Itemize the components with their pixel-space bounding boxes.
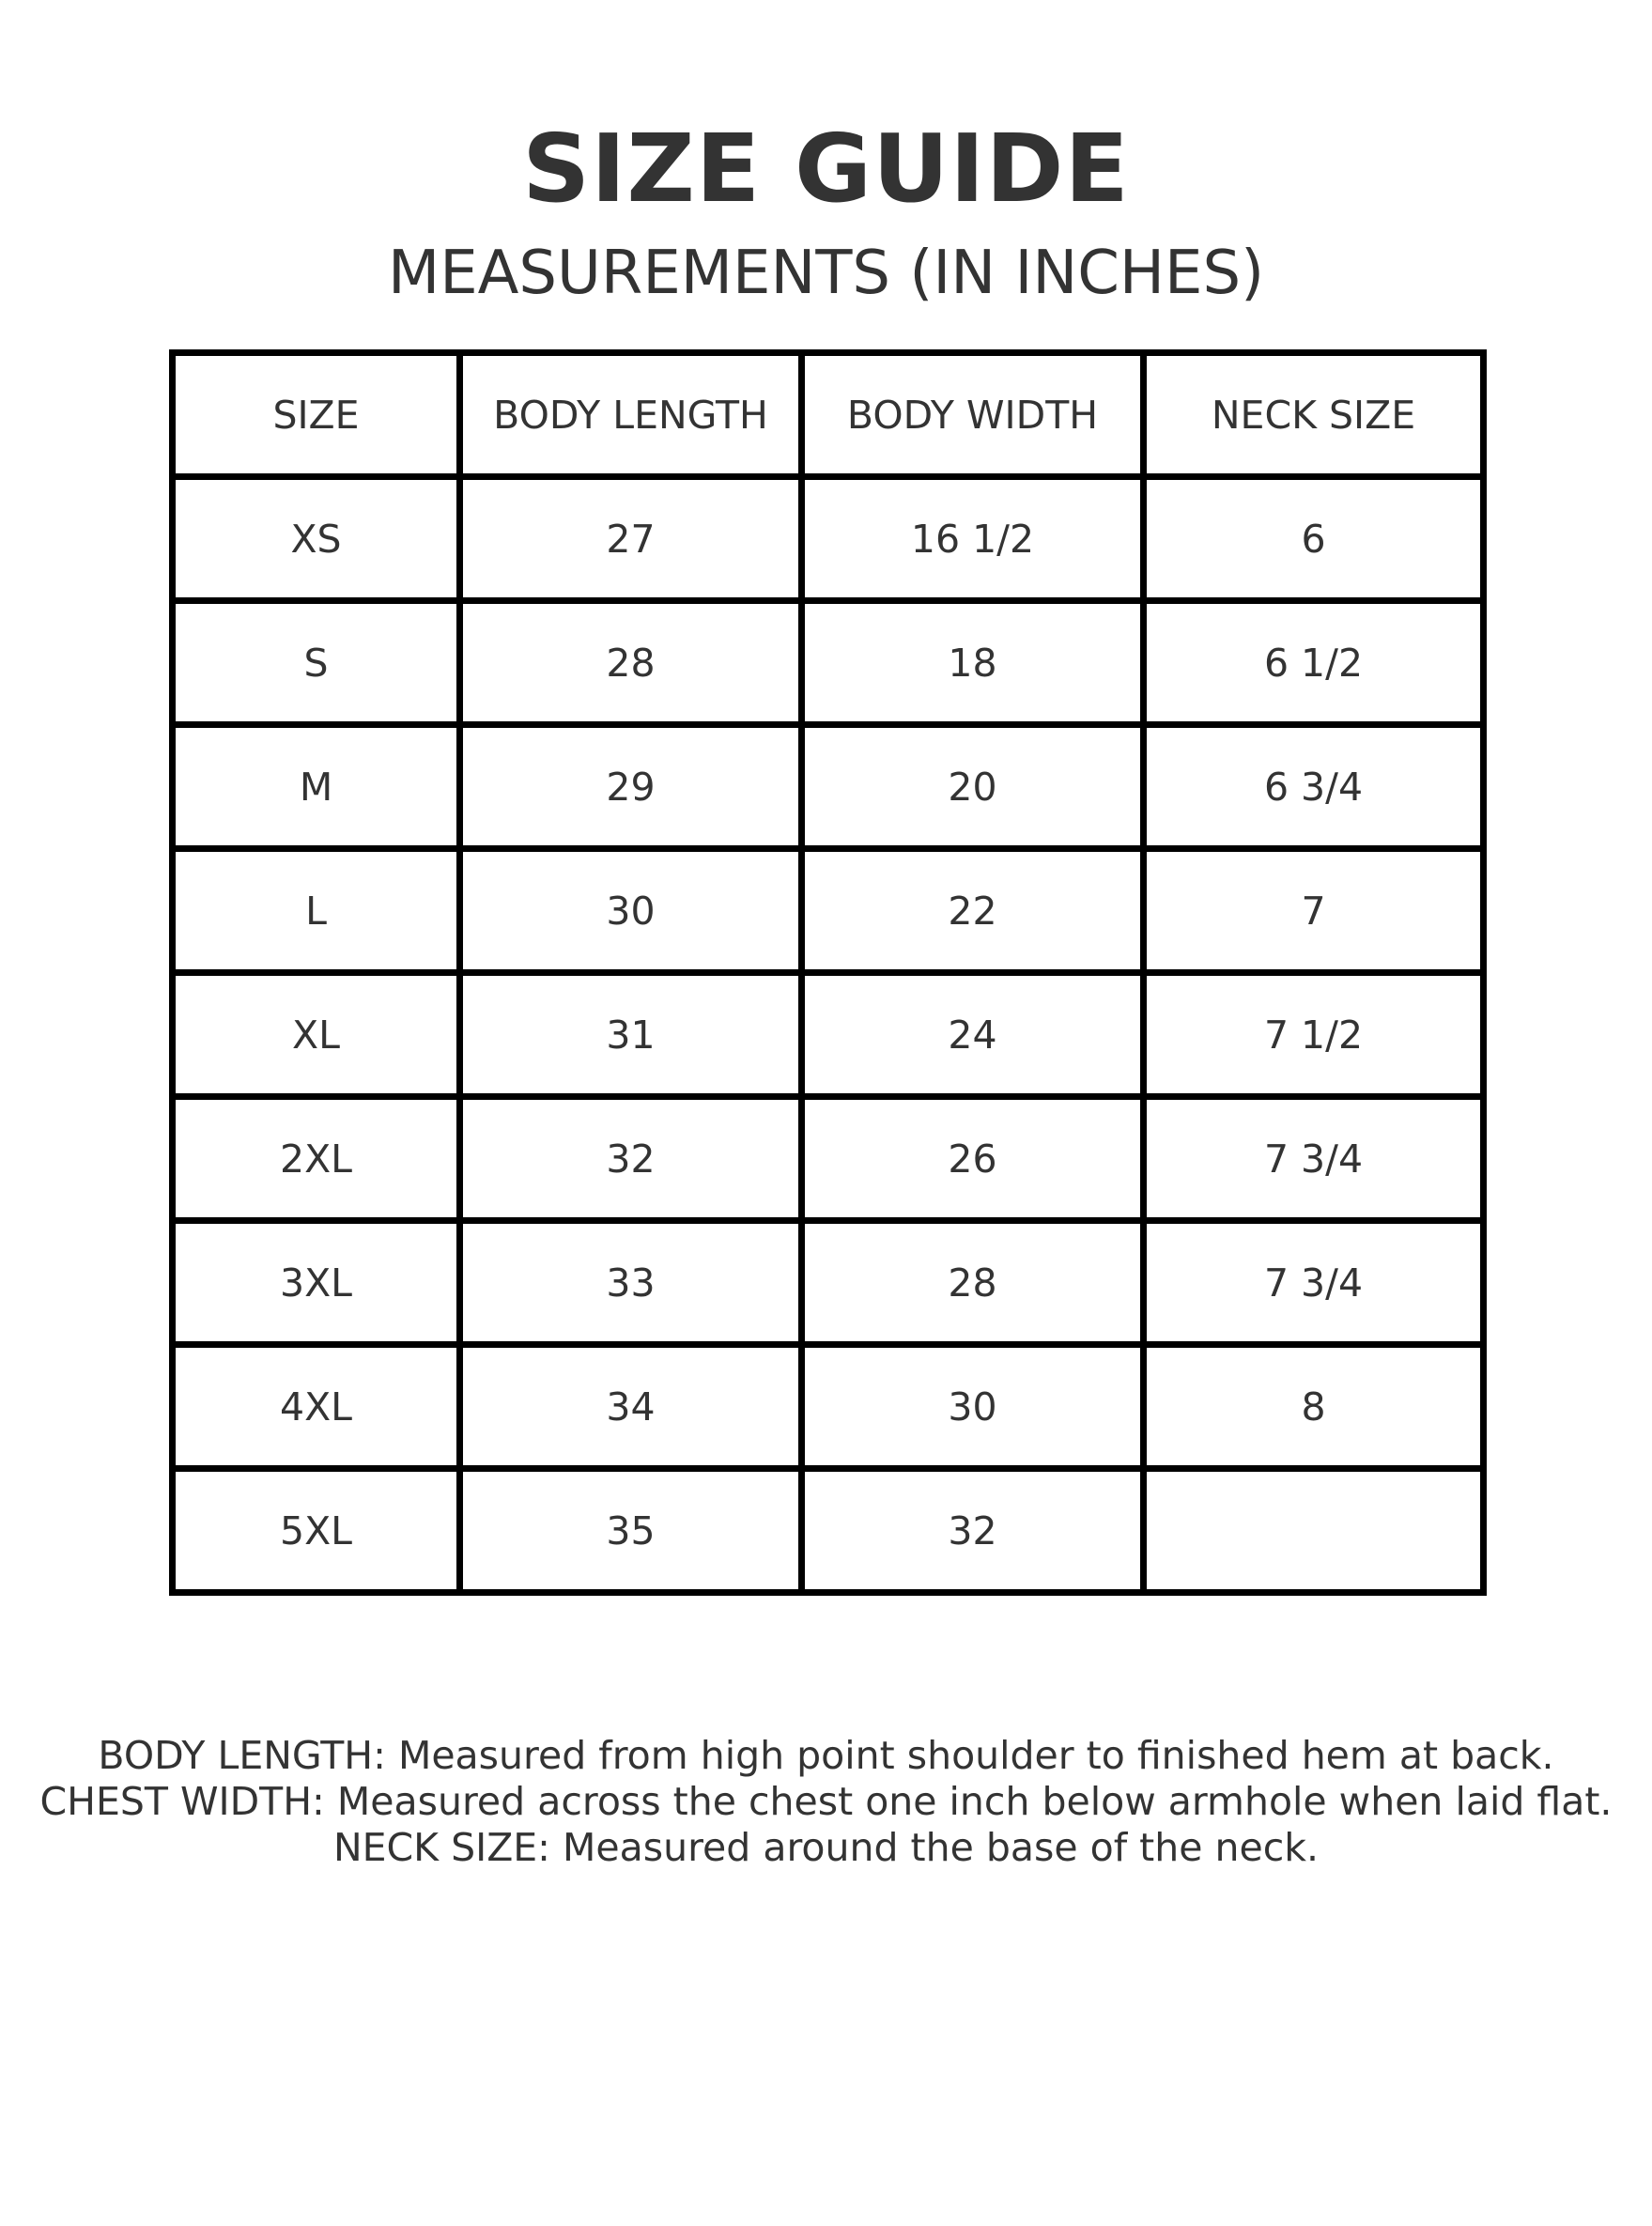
cell-neck-size: 7 [1144, 849, 1484, 973]
cell-size: 3XL [173, 1221, 460, 1345]
cell-neck-size: 8 [1144, 1345, 1484, 1469]
cell-body-length: 35 [460, 1469, 802, 1593]
table-row [173, 973, 1484, 1097]
cell-neck-size: 7 3/4 [1144, 1097, 1484, 1221]
cell-body-length: 32 [460, 1097, 802, 1221]
cell-size: XS [173, 477, 460, 601]
cell-body-width: 18 [802, 601, 1144, 725]
cell-size: 5XL [173, 1469, 460, 1593]
cell-body-width: 20 [802, 725, 1144, 849]
table-row [173, 1097, 1484, 1221]
cell-size: 4XL [173, 1345, 460, 1469]
cell-body-length: 33 [460, 1221, 802, 1345]
cell-body-width: 30 [802, 1345, 1144, 1469]
header-body-width: BODY WIDTH [802, 353, 1144, 477]
cell-body-length: 31 [460, 973, 802, 1097]
cell-neck-size: 6 [1144, 477, 1484, 601]
note-body-length: BODY LENGTH: Measured from high point shoulder to finished hem at back. [98, 1733, 1554, 1778]
table-row [173, 601, 1484, 725]
header-neck-size: NECK SIZE [1144, 353, 1484, 477]
cell-body-width: 24 [802, 973, 1144, 1097]
cell-size: 2XL [173, 1097, 460, 1221]
table-row [173, 1221, 1484, 1345]
cell-neck-size: 6 3/4 [1144, 725, 1484, 849]
cell-neck-size: 7 3/4 [1144, 1221, 1484, 1345]
table-row [173, 477, 1484, 601]
size-table [169, 349, 1487, 1596]
cell-body-length: 34 [460, 1345, 802, 1469]
cell-body-width: 16 1/2 [802, 477, 1144, 601]
cell-body-length: 30 [460, 849, 802, 973]
header-body-length: BODY LENGTH [460, 353, 802, 477]
measurement-notes [0, 1733, 1652, 1871]
table-header-row [173, 353, 1484, 477]
table-row [173, 849, 1484, 973]
note-chest-width: CHEST WIDTH: Measured across the chest one inch below armhole when laid flat. [39, 1779, 1613, 1824]
cell-body-width: 28 [802, 1221, 1144, 1345]
table-row [173, 1345, 1484, 1469]
note-neck-size: NECK SIZE: Measured around the base of the neck. [332, 1825, 1320, 1870]
cell-body-width: 22 [802, 849, 1144, 973]
cell-size: XL [173, 973, 460, 1097]
cell-size: L [173, 849, 460, 973]
cell-neck-size: 6 1/2 [1144, 601, 1484, 725]
cell-size: S [173, 601, 460, 725]
cell-neck-size: 7 1/2 [1144, 973, 1484, 1097]
table-row [173, 725, 1484, 849]
page-subtitle: MEASUREMENTS (IN INCHES) [387, 239, 1265, 308]
cell-body-length: 27 [460, 477, 802, 601]
cell-neck-size [1144, 1469, 1484, 1593]
cell-size: M [173, 725, 460, 849]
cell-body-length: 28 [460, 601, 802, 725]
cell-body-width: 26 [802, 1097, 1144, 1221]
page-title: SIZE GUIDE [522, 114, 1130, 224]
cell-body-length: 29 [460, 725, 802, 849]
table-row [173, 1469, 1484, 1593]
cell-body-width: 32 [802, 1469, 1144, 1593]
header-size: SIZE [173, 353, 460, 477]
